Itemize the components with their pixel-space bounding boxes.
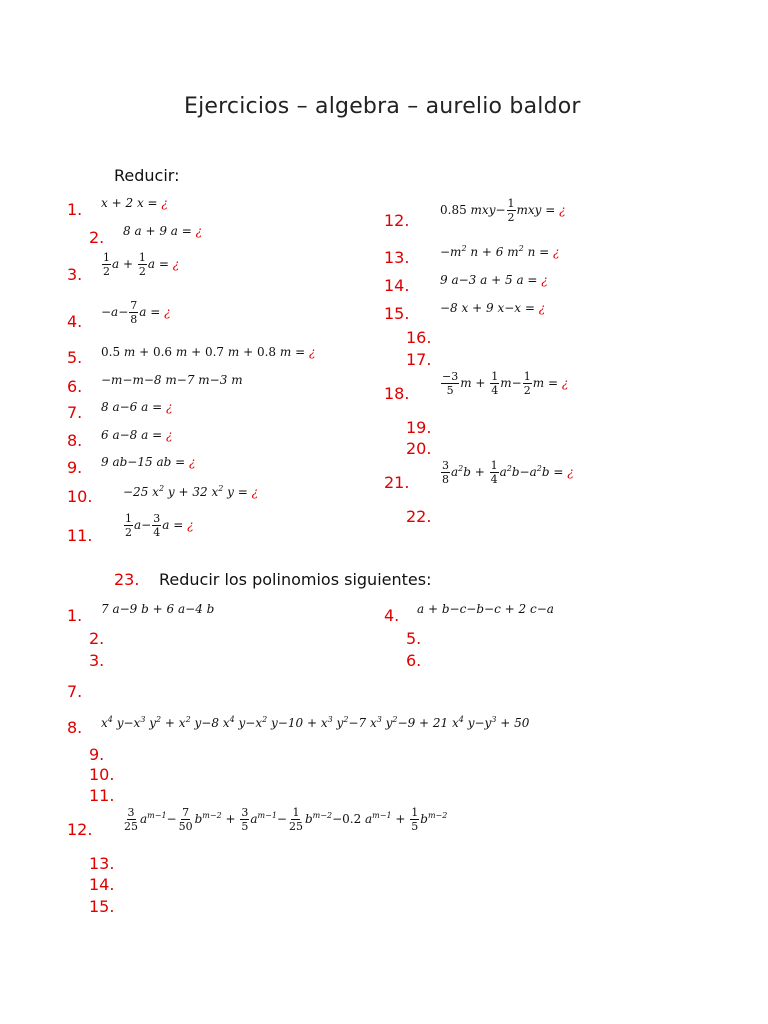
exercise-number: 20. (406, 439, 432, 458)
exercise-expression: a + b−c−b−c + 2 c−a (417, 602, 554, 616)
exercise-number: 7. (67, 682, 83, 701)
exercise-expression: x + 2 x = ¿ (101, 196, 168, 210)
exercise-number: 18. (384, 384, 410, 403)
exercise-number: 5. (67, 348, 83, 367)
exercise-number: 3. (67, 265, 83, 284)
exercise-expression: $\frac{1}{2}$ a− $\frac{3}{4}$ a = ¿ (125, 512, 194, 539)
exercise-number: 22. (406, 507, 432, 526)
exercise-number: 8. (67, 718, 83, 737)
exercise-expression: 0.5 m + 0.6 m + 0.7 m + 0.8 m = ¿ (101, 345, 316, 359)
exercise-number: 3. (89, 651, 105, 670)
exercise-number: 13. (384, 248, 410, 267)
section-heading-polinomios: Reducir los polinomios siguientes: (159, 570, 432, 589)
exercise-number: 6. (67, 377, 83, 396)
exercise-number: 15. (89, 897, 115, 916)
exercise-number: 17. (406, 350, 432, 369)
exercise-expression: 8 a−6 a = ¿ (101, 400, 173, 414)
exercise-number: 8. (67, 431, 83, 450)
exercise-number: 6. (406, 651, 422, 670)
section-heading-reducir: Reducir: (114, 166, 180, 185)
exercise-number: 13. (89, 854, 115, 873)
exercise-number: 7. (67, 403, 83, 422)
exercise-expression: $\frac{3}{8}$ $a^2b$ + $\frac{1}{4}$ $a^2b-a^2b$ = ¿ (442, 459, 574, 486)
section-number: 23. (114, 570, 140, 589)
exercise-expression: $x^4$ $y-x^3$ $y^2 + x^2$ y−8 $x^4$ $y-x^2$ $y-10 + x^3$ $y^2-7$ $x^3$ $y^2-9 + 21$ $x^4$ $y-y^3 + 50$ (101, 715, 530, 730)
exercise-expression: −8 x + 9 x−x = ¿ (440, 301, 546, 315)
exercise-number: 15. (384, 304, 410, 323)
exercise-expression: 6 a−8 a = ¿ (101, 428, 173, 442)
exercise-number: 2. (89, 629, 105, 648)
exercise-expression: −m−m−8 m−7 m−3 m (101, 373, 243, 387)
exercise-number: 1. (67, 200, 83, 219)
exercise-number: 11. (67, 526, 93, 545)
exercise-number: 1. (67, 606, 83, 625)
exercise-number: 19. (406, 418, 432, 437)
exercise-expression: $\frac{3}{25}$ $a^{m-1}-$ $\frac{7}{50}$ $b^{m-2}$ + $\frac{3}{5}$ $a^{m-1}-$ $\frac{1}{25}$ $b^{m-2}-0.2$ $a^{m-1}$ + $\frac{1}{5}$ $b^{m-2}$ (124, 806, 448, 833)
exercise-expression: $\frac{-3}{5}$ m + $\frac{1}{4}$ m− $\frac{1}{2}$ m = ¿ (442, 370, 569, 397)
exercise-number: 10. (89, 765, 115, 784)
exercise-number: 5. (406, 629, 422, 648)
exercise-number: 14. (89, 875, 115, 894)
exercise-expression: −a− $\frac{7}{8}$ a = ¿ (101, 299, 171, 326)
exercise-expression: 0.85 mxy− $\frac{1}{2}$ mxy = ¿ (440, 197, 566, 224)
exercise-number: 4. (384, 606, 400, 625)
exercise-number: 9. (89, 745, 105, 764)
exercise-expression: 9 a−3 a + 5 a = ¿ (440, 273, 548, 287)
exercise-number: 9. (67, 458, 83, 477)
exercise-expression: 7 a−9 b + 6 a−4 b (101, 602, 215, 616)
exercise-expression: 9 ab−15 ab = ¿ (101, 455, 196, 469)
exercise-number: 21. (384, 473, 410, 492)
page-title: Ejercicios – algebra – aurelio baldor (184, 94, 581, 119)
exercise-expression: $-m^2$ n + 6 $m^2$ n = ¿ (440, 244, 560, 259)
exercise-expression: $\frac{1}{2}$ a + $\frac{1}{2}$ a = ¿ (103, 251, 180, 278)
exercise-number: 4. (67, 312, 83, 331)
exercise-number: 12. (67, 820, 93, 839)
exercise-number: 11. (89, 786, 115, 805)
exercise-expression: −25 $x^2$ y + 32 $x^2$ y = ¿ (123, 484, 259, 499)
exercise-number: 10. (67, 487, 93, 506)
exercise-number: 16. (406, 328, 432, 347)
exercise-number: 12. (384, 211, 410, 230)
exercise-expression: 8 a + 9 a = ¿ (123, 224, 203, 238)
exercise-number: 2. (89, 228, 105, 247)
exercise-number: 14. (384, 276, 410, 295)
